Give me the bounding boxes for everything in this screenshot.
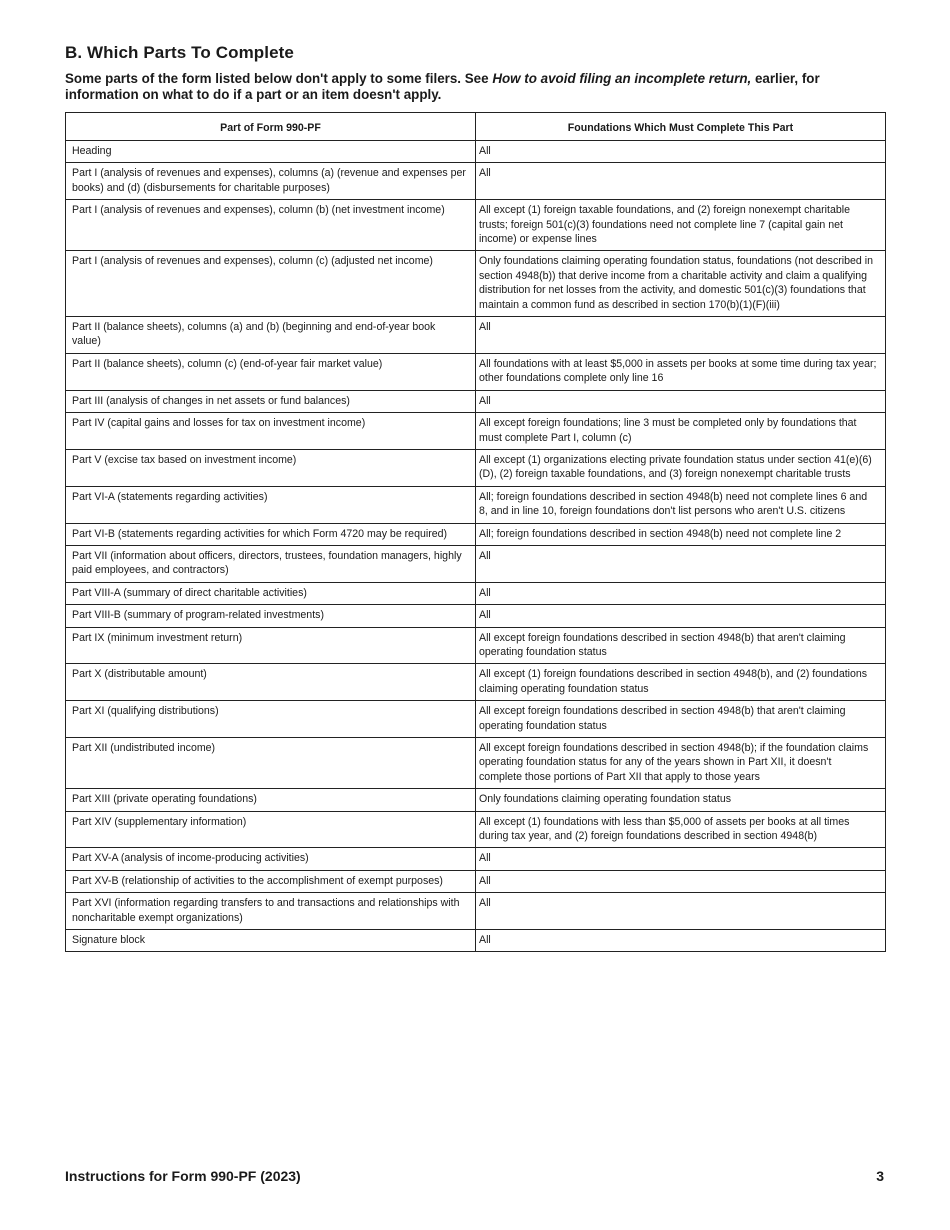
section-title: B. Which Parts To Complete: [65, 43, 294, 62]
part-cell: Heading: [66, 141, 476, 163]
part-cell: Part II (balance sheets), columns (a) and (b) (beginning and end-of-year book value): [66, 317, 476, 354]
part-cell: Part I (analysis of revenues and expenses), columns (a) (revenue and expenses per books) and (d) (disbursements for charitable purposes): [66, 163, 476, 200]
intro-text-italic: How to avoid filing an incomplete return,: [492, 71, 752, 86]
table-row: [66, 413, 886, 450]
part-cell: Part III (analysis of changes in net assets or fund balances): [66, 390, 476, 412]
foundations-cell: All foundations with at least $5,000 in assets per books at some time during tax year; other foundations complete only line 16: [476, 353, 886, 390]
table-row: [66, 870, 886, 892]
part-cell: Part XIII (private operating foundations): [66, 789, 476, 811]
table-header-row: [66, 113, 886, 141]
table-row: [66, 200, 886, 251]
table-body: [66, 141, 886, 952]
foundations-cell: All: [476, 141, 886, 163]
foundations-cell: All: [476, 870, 886, 892]
table-row: [66, 523, 886, 545]
table-row: [66, 848, 886, 870]
table-row: [66, 701, 886, 738]
part-cell: Part II (balance sheets), column (c) (end-of-year fair market value): [66, 353, 476, 390]
part-cell: Part XV-B (relationship of activities to the accomplishment of exempt purposes): [66, 870, 476, 892]
foundations-cell: All: [476, 582, 886, 604]
foundations-cell: All except (1) organizations electing private foundation status under section 41(e)(6)(D), (2) foreign taxable foundations, and (3) foreign nonexempt charitable trusts: [476, 449, 886, 486]
foundations-cell: All: [476, 930, 886, 952]
table-row: [66, 893, 886, 930]
foundations-cell: All except foreign foundations; line 3 must be completed only by foundations that must complete Part I, column (c): [476, 413, 886, 450]
table-row: [66, 163, 886, 200]
parts-table: [65, 112, 886, 952]
part-cell: Part XI (qualifying distributions): [66, 701, 476, 738]
table-row: [66, 141, 886, 163]
table-row: [66, 486, 886, 523]
footer-title: Instructions for Form 990-PF (2023): [65, 1168, 301, 1184]
foundations-cell: All: [476, 545, 886, 582]
table-row: [66, 811, 886, 848]
foundations-cell: All except (1) foreign foundations described in section 4948(b), and (2) foundations claiming operating foundation status: [476, 664, 886, 701]
part-cell: Part VII (information about officers, directors, trustees, foundation managers, highly paid employees, and contractors): [66, 545, 476, 582]
table-row: [66, 449, 886, 486]
table-row: [66, 664, 886, 701]
header-part-of-form: Part of Form 990-PF: [66, 113, 476, 141]
foundations-cell: All: [476, 390, 886, 412]
table-row: [66, 789, 886, 811]
part-cell: Part VIII-A (summary of direct charitable activities): [66, 582, 476, 604]
foundations-cell: All except foreign foundations described in section 4948(b); if the foundation claims operating foundation status for any of the years shown in Part XII, it doesn't complete those portions of Part XII that apply to those years: [476, 738, 886, 789]
table-row: [66, 317, 886, 354]
foundations-cell: All; foreign foundations described in section 4948(b) need not complete lines 6 and 8, and in line 10, foreign foundations don't list persons who aren't U.S. citizens: [476, 486, 886, 523]
foundations-cell: All except (1) foundations with less than $5,000 of assets per books at all times during tax year, and (2) foreign foundations described in section 4948(b): [476, 811, 886, 848]
table-row: [66, 930, 886, 952]
foundations-cell: All: [476, 163, 886, 200]
table-row: [66, 390, 886, 412]
part-cell: Part I (analysis of revenues and expenses), column (c) (adjusted net income): [66, 251, 476, 317]
foundations-cell: All except (1) foreign taxable foundations, and (2) foreign nonexempt charitable trusts; foreign 501(c)(3) foundations need not complete line 7 (capital gain net income) or expense lines: [476, 200, 886, 251]
part-cell: Part XV-A (analysis of income-producing activities): [66, 848, 476, 870]
part-cell: Part X (distributable amount): [66, 664, 476, 701]
part-cell: Part I (analysis of revenues and expenses), column (b) (net investment income): [66, 200, 476, 251]
foundations-cell: All except foreign foundations described in section 4948(b) that aren't claiming operating foundation status: [476, 627, 886, 664]
part-cell: Part IX (minimum investment return): [66, 627, 476, 664]
part-cell: Part IV (capital gains and losses for tax on investment income): [66, 413, 476, 450]
intro-paragraph: [65, 71, 885, 103]
table-row: [66, 545, 886, 582]
foundations-cell: Only foundations claiming operating foundation status: [476, 789, 886, 811]
table-row: [66, 605, 886, 627]
foundations-cell: All: [476, 317, 886, 354]
table-row: [66, 251, 886, 317]
table-row: [66, 582, 886, 604]
intro-text-after: earlier, for information on what to do if a part or an item doesn't apply.: [65, 71, 820, 102]
part-cell: Part V (excise tax based on investment income): [66, 449, 476, 486]
foundations-cell: All; foreign foundations described in section 4948(b) need not complete line 2: [476, 523, 886, 545]
part-cell: Part VIII-B (summary of program-related investments): [66, 605, 476, 627]
part-cell: Part VI-A (statements regarding activities): [66, 486, 476, 523]
part-cell: Signature block: [66, 930, 476, 952]
foundations-cell: All: [476, 848, 886, 870]
table-row: [66, 738, 886, 789]
part-cell: Part XVI (information regarding transfers to and transactions and relationships with noncharitable exempt organizations): [66, 893, 476, 930]
foundations-cell: All except foreign foundations described in section 4948(b) that aren't claiming operating foundation status: [476, 701, 886, 738]
part-cell: Part XIV (supplementary information): [66, 811, 476, 848]
part-cell: Part XII (undistributed income): [66, 738, 476, 789]
table-row: [66, 627, 886, 664]
part-cell: Part VI-B (statements regarding activities for which Form 4720 may be required): [66, 523, 476, 545]
intro-text-before: Some parts of the form listed below don't apply to some filers. See: [65, 71, 493, 86]
foundations-cell: Only foundations claiming operating foundation status, foundations (not described in section 4948(b)) that derive income from a charitable activity and claim a qualifying distribution for net losses from the activity, and domestic 501(c)(3) foundations that maintain a common fund as described in section 170(b)(1)(F)(iii): [476, 251, 886, 317]
page-number: 3: [876, 1168, 884, 1184]
foundations-cell: All: [476, 893, 886, 930]
foundations-cell: All: [476, 605, 886, 627]
header-foundations-must-complete: Foundations Which Must Complete This Part: [476, 113, 886, 141]
table-row: [66, 353, 886, 390]
